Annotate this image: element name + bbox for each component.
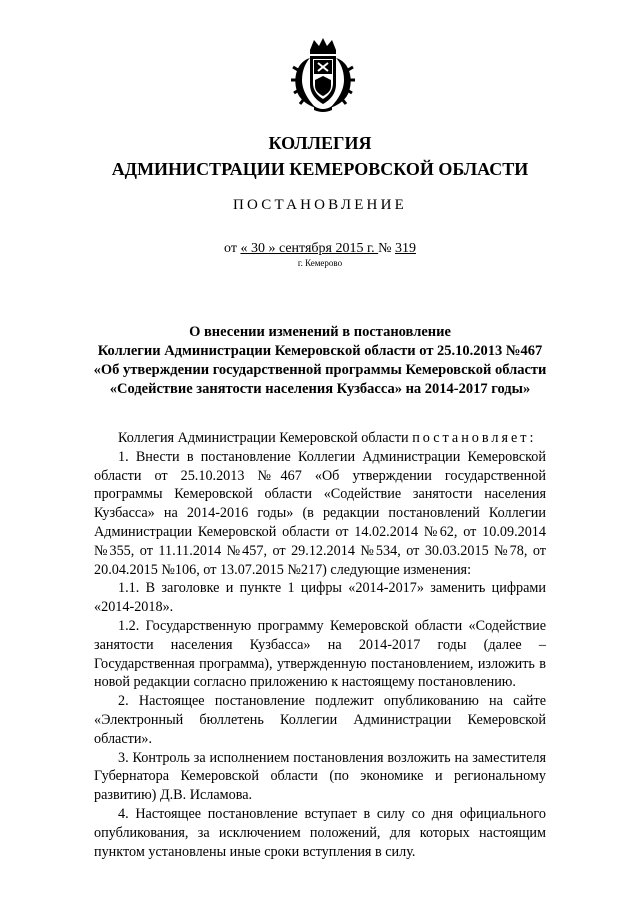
subject-line: «Об утверждении государственной программы Кемеровской области bbox=[93, 362, 547, 378]
paragraph-4: 4. Настоящее постановление вступает в силу со дня официального опубликования, за исключением положений, для которых настоящим пунктом установлены иные сроки вступления в силу. bbox=[94, 805, 546, 860]
subject-line: О внесении изменений в постановление bbox=[189, 324, 451, 340]
date-day: « 30 » bbox=[240, 241, 276, 256]
paragraph-3: 3. Контроль за исполнением постановления возложить на заместителя Губернатора Кемеровской области (по экономике и региональному развитию) Д.В. Исламова. bbox=[94, 749, 546, 804]
paragraph-1-2: 1.2. Государственную программу Кемеровской области «Содействие занятости населения Кузбасса» на 2014-2017 годы (далее – Государственная программа), утвержденную постановлением, изложить в новой редакции согласно приложению к настоящему постановлению. bbox=[94, 617, 546, 691]
organization-title-line2: АДМИНИСТРАЦИИ КЕМЕРОВСКОЙ ОБЛАСТИ bbox=[111, 159, 529, 179]
paragraph-2: 2. Настоящее постановление подлежит опубликованию на сайте «Электронный бюллетень Коллегии Администрации Кемеровской области». bbox=[94, 693, 546, 747]
organization-title-line1: КОЛЛЕГИЯ bbox=[268, 133, 372, 153]
paragraph-1-1: 1.1. В заголовке и пункте 1 цифры «2014-2017» заменить цифрами «2014-2018». bbox=[94, 580, 546, 616]
document-type: ПОСТАНОВЛЕНИЕ bbox=[233, 197, 407, 213]
subject-line: «Содействие занятости населения Кузбасса» на 2014-2017 годы» bbox=[109, 381, 531, 397]
document-body bbox=[94, 429, 546, 861]
document-number: 319 bbox=[395, 241, 416, 256]
city-label: г. Кемерово bbox=[297, 258, 343, 268]
document-subject bbox=[80, 323, 560, 399]
intro-paragraph: Коллегия Администрации Кемеровской области постановляет: bbox=[118, 430, 537, 446]
paragraph-1: 1. Внести в постановление Коллегии Администрации Кемеровской области от 25.10.2013 №467 «Об утверждении государственной программы Кемеровской области «Содействие занятости населения Кузбасса» на 2014-2016 годы» (в редакции постановлений Коллегии Администрации Кемеровской области от 14.02.2014 №62, от 10.09.2014 №355, от 11.11.2014 №457, от 29.12.2014 №534, от 30.03.2015 №78, от 20.04.2015 №106, от 13.07.2015 №217) следующие изменения: bbox=[94, 448, 546, 578]
date-prefix: от bbox=[224, 241, 237, 256]
number-sign: № bbox=[378, 241, 392, 256]
subject-line: Коллегии Администрации Кемеровской области от 25.10.2013 №467 bbox=[97, 343, 543, 359]
date-number-line bbox=[0, 240, 640, 257]
date-month-year: сентября 2015 г. bbox=[275, 241, 379, 256]
coat-of-arms-emblem bbox=[288, 36, 358, 112]
